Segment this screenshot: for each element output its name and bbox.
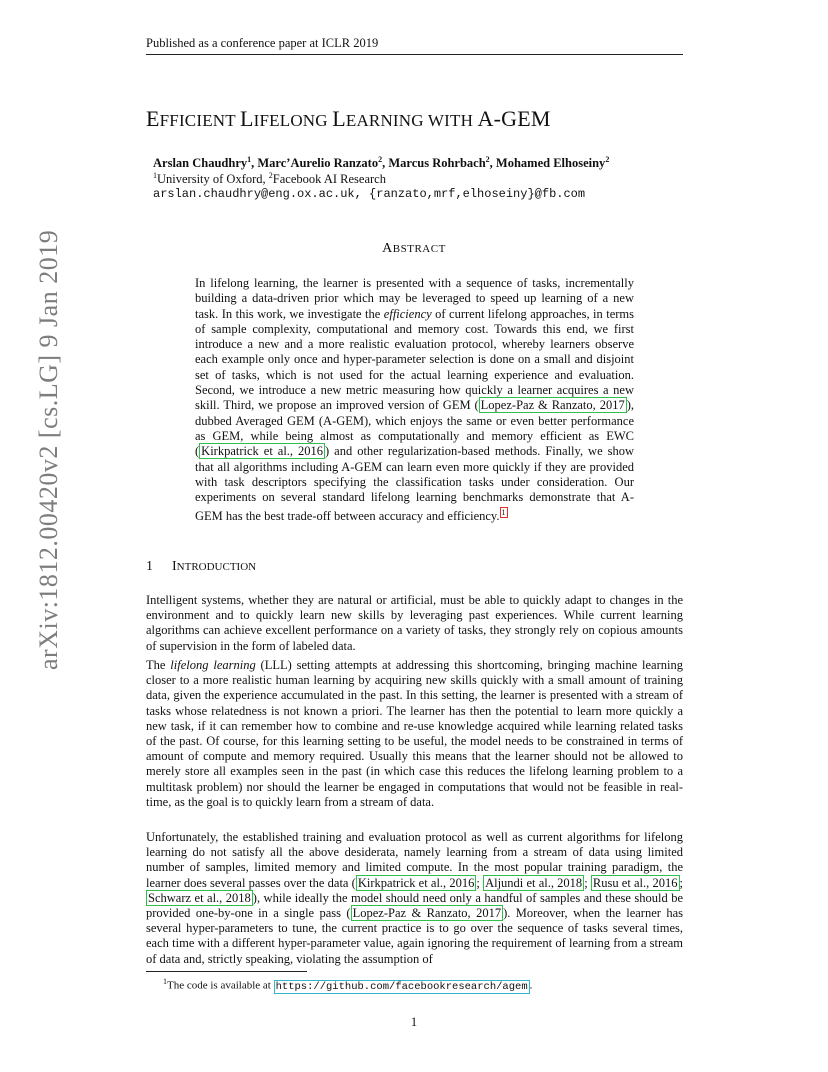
code-url-link[interactable]: https://github.com/facebookresearch/agem (275, 980, 528, 993)
footnote-rule (146, 971, 307, 972)
citation-link[interactable]: Kirkpatrick et al., 2016 (201, 444, 324, 459)
page-number: 1 (410, 1015, 418, 1029)
footnote: $^1$The code is available at https://github.com/facebookresearch/agem . (163, 977, 533, 993)
author-name: Arslan Chaudhry (153, 156, 248, 171)
section-heading-introduction: 1 INTRODUCTION (146, 559, 257, 574)
paper-title: EFFICIENT LIFELONG LEARNING WITH A-GEM (146, 106, 551, 131)
author-name: Mohamed Elhoseiny (495, 156, 606, 171)
intro-paragraph-1: Intelligent systems, whether they are natural or artificial, must be able to quickly adapt to changes in the environment and to quickly learn new skills by leveraging past experiences. While current learning algorithms can achieve excellent performance on a variety of tasks, they strongly rely on copious amounts of supervision in the form of labeled data. (146, 593, 683, 653)
citation-link[interactable]: Rusu et al., 2016 (592, 875, 678, 890)
abstract-body: In lifelong learning, the learner is presented with a sequence of tasks, incrementally building a data-driven prior which may be leveraged to speed up learning of a new task. In this work, we investigate the efficiency of current lifelong approaches, in terms of sample complexity, computational and memory cost. Towards this end, we first introduce a new and a more realistic evaluation protocol, whereby learners observe each example only once and hyper-parameter selection is done on a small and disjoint set of tasks, which is not used for the actual learning experience and evaluation. Second, we introduce a new metric measuring how quickly a learner acquires a new skill. Third, we propose an improved version of GEM ( Lopez-Paz & Ranzato, 2017 ), dubbed Averaged GEM (A-GEM), which enjoys the same or even better performance as GEM, while being almost as computationally and memory efficient as EWC ( Kirkpatrick et al., 2016 ) and other regularization-based methods. Finally, we show that all algorithms including A-GEM can learn even more quickly if they are provided with task descriptors specifying the classification tasks under consideration. Our experiments on several standard lifelong learning benchmarks demonstrate that A-GEM has the best trade-off between accuracy and efficiency. $^1$ (195, 276, 634, 524)
footnote-ref[interactable]: 1 (501, 508, 506, 518)
citation-link[interactable]: Aljundi et al., 2018 (485, 875, 583, 890)
author-emails: arslan.chaudhry@eng.ox.ac.uk, {ranzato,mrf,elhoseiny}@fb.com (153, 187, 586, 201)
citation-link[interactable]: Kirkpatrick et al., 2016 (357, 875, 475, 890)
citation-link[interactable]: Schwarz et al., 2018 (148, 890, 251, 905)
header-rule (146, 54, 683, 55)
running-header: Published as a conference paper at ICLR 2019 (146, 36, 379, 50)
citation-link[interactable]: Lopez-Paz & Ranzato, 2017 (352, 906, 502, 921)
intro-paragraph-2: The lifelong learning (LLL) setting attempts at addressing this shortcoming, bringing machine learning closer to a more realistic human learning by acquiring new skills quickly with a small amount of training data, given the experience accumulated in the past. In this setting, the learner is presented with a stream of tasks whose relatedness is not known a priori. The learner has then the potential to learn more quickly a new task, if it can remember how to combine and re-use knowledge acquired while learning related tasks of the past. Of course, for this learning setting to be useful, the model needs to be constrained in terms of amount of compute and memory required. Usually this means that the learner should not be allowed to merely store all examples seen in the past (in which case this reduces the lifelong learning problem to a multitask problem) nor should the learner be engaged in computations that would not be feasible in real-time, as the goal is to quickly learn from a stream of data. (146, 658, 683, 809)
intro-paragraph-3: Unfortunately, the established training and evaluation protocol as well as current algorithms for lifelong learning do not satisfy all the above desiderata, namely learning from a stream of data using limited number of samples, limited memory and limited compute. In the most popular training paradigm, the learner does several passes over the data ( Kirkpatrick et al., 2016 ; Aljundi et al., 2018 ; Rusu et al., 2016 ; Schwarz et al., 2018 ), while ideally the model should need only a handful of samples and these should be provided one-by-one in a single pass ( Lopez-Paz & Ranzato, 2017 ). Moreover, when the learner has several hyper-parameters to tune, the current practice is to go over the sequence of tasks several times, each time with a different hyper-parameter value, again ignoring the requirement of learning from a stream of data and, strictly speaking, violating the assumption of (146, 830, 684, 966)
affiliations: $^1$University of Oxford, $^2$Facebook AI Research (153, 171, 386, 187)
author-name: Marc’Aurelio Ranzato (257, 156, 379, 171)
author-list: Arslan Chaudhry$^1$, Marc’Aurelio Ranzato$^2$, Marcus Rohrbach$^2$, Mohamed Elhoseiny$^2$ (153, 155, 610, 171)
author-name: Marcus Rohrbach (388, 156, 486, 171)
citation-link[interactable]: Lopez-Paz & Ranzato, 2017 (480, 398, 625, 413)
abstract-heading: ABSTRACT (382, 241, 446, 256)
arxiv-stamp[interactable]: arXiv:1812.00420v2 [cs.LG] 9 Jan 2019 (34, 229, 63, 670)
